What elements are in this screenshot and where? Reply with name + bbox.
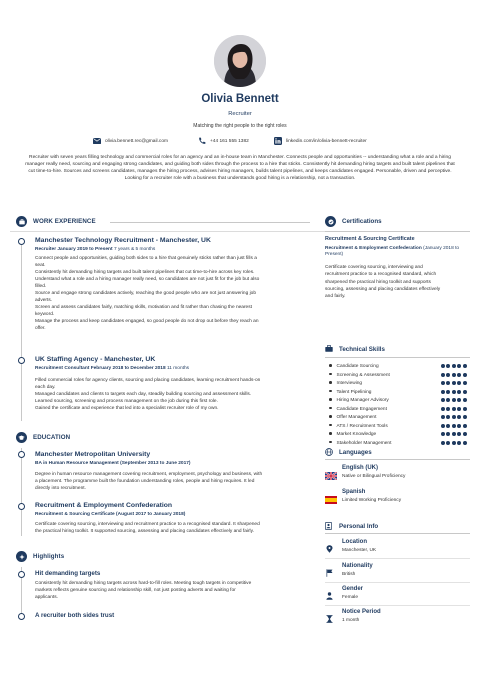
skill-level-dot bbox=[463, 407, 467, 411]
skill-level-dot bbox=[441, 398, 445, 402]
education-subtitle: BA in Human Resource Management (September 2013 to June 2017) bbox=[35, 461, 191, 466]
skill-name: Market Knowledge bbox=[336, 432, 377, 437]
briefcase-icon bbox=[16, 216, 27, 227]
skill-level-dot bbox=[441, 381, 445, 385]
skill-name: Candidate Engagement bbox=[336, 406, 387, 412]
section-rule bbox=[325, 231, 470, 232]
skill-level-dots bbox=[441, 390, 468, 394]
bullet bbox=[329, 415, 332, 418]
personal-label: Notice Period bbox=[342, 609, 381, 615]
skill-row bbox=[325, 398, 467, 403]
profile-summary: Recruiter with seven years filling technology and commercial roles for an agency and an in-house team in Manchester. Connects people and opportunities -- understanding what a role and a hiring manager really need, sourcing and engaging strong candidates, and guiding both sides through the process to a hire that sticks. Consistently hit demanding hiring targets and built talent pipelines that cut time-to-hire. Sources and screens candidates, manages the hiring process, advises hiring managers, builds talent pipelines, and keeps candidates engaged. Personable, driven and perceptive. Looking for a recruiter role with a business that understands good hiring is a relationship, not a transaction. bbox=[25, 155, 455, 182]
skill-level-dot bbox=[441, 364, 445, 368]
skill-level-dot bbox=[452, 441, 456, 445]
skill-level-dots bbox=[441, 407, 468, 411]
personal-value: Manchester, UK bbox=[342, 548, 377, 553]
highlight-description: Consistently hit demanding hiring targets across hard-to-fill roles. Meeting tough targets in competitive markets reflects genuine sourcing and relationship skill, not just posting adverts and waiting for applicants. bbox=[35, 581, 252, 600]
section-title: Languages bbox=[339, 448, 372, 456]
uk-flag-icon bbox=[325, 467, 337, 475]
section-rule bbox=[110, 222, 310, 223]
skill-level-dot bbox=[463, 424, 467, 428]
education-description: Certificate covering sourcing, interviewing and recruitment practice to a recognised standard. It sharpened the practical hiring toolkit. It supported sourcing, assessing and placing candidates effectively and fairly. bbox=[35, 522, 260, 534]
skill-level-dot bbox=[441, 407, 445, 411]
language-level: Limited Working Proficiency bbox=[342, 498, 402, 503]
personal-divider bbox=[325, 582, 470, 583]
timeline-dot bbox=[18, 238, 25, 245]
flag-icon bbox=[326, 564, 334, 572]
timeline-line bbox=[21, 448, 22, 536]
email-icon bbox=[93, 137, 101, 145]
timeline-dot bbox=[18, 357, 25, 364]
skill-row bbox=[325, 407, 467, 412]
skill-level-dot bbox=[446, 441, 450, 445]
section-title: Highlights bbox=[33, 553, 65, 560]
skill-level-dot bbox=[441, 390, 445, 394]
badge-check-icon bbox=[325, 216, 336, 227]
skill-level-dot bbox=[457, 390, 461, 394]
skill-row bbox=[325, 424, 467, 429]
skill-level-dot bbox=[452, 407, 456, 411]
job-subtitle: Recruiter January 2019 to Present 7 years & 5 months bbox=[35, 247, 156, 252]
skill-level-dots bbox=[441, 424, 468, 428]
timeline-dot bbox=[18, 571, 25, 578]
skill-level-dot bbox=[441, 424, 445, 428]
skill-level-dot bbox=[446, 390, 450, 394]
skill-level-dot bbox=[441, 415, 445, 419]
section-personal-info bbox=[325, 522, 378, 530]
skill-level-dot bbox=[463, 364, 467, 368]
skill-row bbox=[325, 415, 467, 420]
skill-level-dot bbox=[463, 398, 467, 402]
phone-icon bbox=[198, 137, 206, 145]
bullet bbox=[329, 407, 332, 410]
personal-label: Gender bbox=[342, 586, 364, 592]
contact-bar bbox=[0, 137, 480, 147]
candidate-tagline: Matching the right people to the right roles bbox=[193, 123, 287, 129]
skill-level-dot bbox=[457, 364, 461, 368]
certificate-title: Recruitment & Sourcing Certificate bbox=[325, 236, 415, 242]
bullet bbox=[329, 432, 332, 435]
skill-name: Screening & Assessment bbox=[336, 372, 390, 378]
star-burst-icon bbox=[16, 551, 27, 562]
person-icon bbox=[326, 587, 334, 595]
skill-level-dot bbox=[452, 424, 456, 428]
skill-level-dots bbox=[441, 381, 468, 385]
section-title: EDUCATION bbox=[33, 434, 71, 441]
skill-level-dot bbox=[463, 432, 467, 436]
skill-level-dot bbox=[452, 381, 456, 385]
skill-row bbox=[325, 432, 467, 437]
skill-name: Talent Pipelining bbox=[336, 389, 372, 395]
personal-divider bbox=[325, 605, 470, 606]
skill-level-dot bbox=[452, 390, 456, 394]
section-technical-skills bbox=[325, 345, 385, 353]
timeline-dot bbox=[18, 451, 25, 458]
skill-level-dot bbox=[452, 432, 456, 436]
section-languages bbox=[325, 448, 372, 456]
education-title: Recruitment & Employment Confederation bbox=[35, 502, 173, 509]
skill-name: Stakeholder Management bbox=[336, 440, 392, 446]
skill-level-dot bbox=[457, 424, 461, 428]
skill-level-dot bbox=[446, 424, 450, 428]
personal-label: Nationality bbox=[342, 563, 373, 569]
skill-level-dot bbox=[441, 441, 445, 445]
skill-level-dot bbox=[452, 415, 456, 419]
skill-level-dot bbox=[452, 364, 456, 368]
skill-row bbox=[325, 364, 467, 369]
skill-level-dot bbox=[463, 390, 467, 394]
highlight-title: Hit demanding targets bbox=[35, 570, 101, 577]
section-title: Certifications bbox=[342, 218, 382, 225]
skill-name: Interviewing bbox=[336, 381, 363, 386]
skill-level-dot bbox=[463, 381, 467, 385]
education-subtitle: Recruitment & Sourcing Certificate (August 2017 to January 2018) bbox=[35, 512, 186, 517]
skill-level-dot bbox=[446, 407, 450, 411]
bullet bbox=[329, 373, 332, 376]
skill-level-dots bbox=[441, 364, 468, 368]
highlight-title: A recruiter both sides trust bbox=[35, 612, 115, 619]
skill-level-dot bbox=[441, 373, 445, 377]
skill-row bbox=[325, 373, 467, 378]
timeline-line bbox=[21, 238, 22, 421]
phone-text: +44 161 555 1382 bbox=[210, 138, 249, 144]
skill-name: Candidate Sourcing bbox=[336, 364, 379, 369]
skill-level-dots bbox=[441, 441, 468, 445]
personal-value: Female bbox=[342, 595, 358, 600]
skill-level-dot bbox=[463, 373, 467, 377]
linkedin-text: linkedin.com/in/olivia-bennett-recruiter bbox=[286, 138, 367, 144]
hourglass-icon bbox=[326, 610, 334, 618]
linkedin-icon bbox=[274, 137, 282, 145]
certificate-description: Certificate covering sourcing, interviewing and recruitment practice to a recognised standard, which sharpened the practical hiring toolkit and supports sourcing, assessing and placing candidates effectively and fairly. bbox=[325, 265, 441, 300]
skill-row bbox=[325, 381, 467, 386]
skill-level-dot bbox=[446, 432, 450, 436]
skill-level-dot bbox=[446, 364, 450, 368]
skill-level-dot bbox=[441, 432, 445, 436]
section-title: WORK EXPERIENCE bbox=[33, 218, 96, 225]
spain-flag-icon bbox=[325, 491, 337, 499]
personal-divider bbox=[325, 558, 470, 559]
bullet bbox=[329, 390, 332, 393]
section-rule bbox=[325, 357, 470, 358]
skill-level-dot bbox=[457, 441, 461, 445]
email-text: olivia.bennett.rec@gmail.com bbox=[105, 138, 168, 144]
id-card-icon bbox=[325, 522, 333, 530]
section-title: Technical Skills bbox=[339, 345, 385, 353]
location-pin-icon bbox=[326, 540, 334, 548]
education-title: Manchester Metropolitan University bbox=[35, 451, 151, 458]
skill-row bbox=[325, 390, 467, 395]
skill-level-dot bbox=[457, 373, 461, 377]
skill-level-dot bbox=[446, 398, 450, 402]
language-name: English (UK) bbox=[342, 465, 378, 471]
contact-email[interactable] bbox=[93, 137, 168, 145]
certificate-issuer: Recruitment & Employment Confederation (January 2018 to Present) bbox=[325, 246, 460, 258]
bullet bbox=[329, 381, 332, 384]
bullet bbox=[329, 424, 332, 427]
skill-level-dots bbox=[441, 373, 468, 377]
job-subtitle: Recruitment Consultant February 2018 to December 2018 11 months bbox=[35, 366, 190, 371]
personal-value: 1 month bbox=[342, 618, 360, 623]
skill-name: Offer Management bbox=[336, 415, 377, 420]
skill-level-dot bbox=[463, 415, 467, 419]
section-highlights bbox=[16, 551, 64, 562]
section-rule bbox=[325, 459, 470, 460]
language-name: Spanish bbox=[342, 489, 366, 495]
timeline-dot bbox=[18, 613, 25, 620]
section-certifications bbox=[325, 216, 382, 227]
skill-level-dot bbox=[446, 373, 450, 377]
job-title: Manchester Technology Recruitment - Manchester, UK bbox=[35, 237, 211, 244]
candidate-name: Olivia Bennett bbox=[201, 93, 279, 105]
skill-row bbox=[325, 441, 467, 446]
section-education bbox=[16, 432, 70, 443]
contact-linkedin[interactable] bbox=[274, 137, 367, 145]
personal-label: Location bbox=[342, 539, 367, 545]
skill-level-dot bbox=[457, 407, 461, 411]
contact-phone[interactable] bbox=[198, 137, 249, 145]
bullet bbox=[329, 398, 332, 401]
job-description: Connect people and opportunities, guiding both sides to a hire that genuinely sticks rather than just fills a seat. Consistently hit demanding hiring targets and built talent pipelines that cut time-to-hire across key roles. Understand what a role and a hiring manager really need, so candidates are not just fit for the job but also filled. Source and engage strong candidates actively, reaching the good people who are not just answering job adverts. Screen and assess candidates fairly, matching skills, motivation and fit rather than chasing the nearest keyword. Manage the process and keep candidates engaged, so good people do not drop out before they reach an offer. bbox=[35, 256, 260, 331]
profile-photo bbox=[214, 35, 266, 87]
language-level: Native or Bilingual Proficiency bbox=[342, 474, 406, 479]
skill-level-dot bbox=[446, 415, 450, 419]
globe-icon bbox=[325, 448, 333, 456]
skill-level-dot bbox=[457, 432, 461, 436]
job-title: UK Staffing Agency - Manchester, UK bbox=[35, 356, 156, 363]
skill-level-dot bbox=[446, 381, 450, 385]
skill-level-dot bbox=[457, 415, 461, 419]
skill-level-dot bbox=[457, 398, 461, 402]
job-description: Filled commercial roles for agency clients, sourcing and placing candidates, learning recruitment hands-on each day. Managed candidates and clients to targets each day, steadily building sourcing and assessment skills. Learned sourcing, screening and process management on the job during this first role. Gained the certificate and experience that led into a specialist recruiter role of my own. bbox=[35, 378, 261, 411]
bullet bbox=[329, 364, 332, 367]
skill-name: Hiring Manager Advisory bbox=[336, 398, 389, 403]
education-description: Degree in human resource management covering recruitment, employment, psychology and business, with a placement. The programme built the foundation understanding roles, people and hiring requires. It led directly into recruitment. bbox=[35, 472, 263, 491]
skill-level-dots bbox=[441, 415, 468, 419]
section-work-experience bbox=[16, 216, 96, 227]
section-title: Personal Info bbox=[339, 522, 379, 530]
section-rule bbox=[325, 533, 470, 534]
personal-value: British bbox=[342, 572, 356, 577]
skill-level-dot bbox=[452, 373, 456, 377]
skill-level-dots bbox=[441, 398, 468, 402]
graduation-cap-icon bbox=[16, 432, 27, 443]
timeline-dot bbox=[18, 503, 25, 510]
skill-level-dots bbox=[441, 432, 468, 436]
candidate-role: Recruiter bbox=[228, 111, 252, 117]
toolbox-icon bbox=[325, 345, 333, 353]
skill-name: ATS / Recruitment Tools bbox=[336, 423, 388, 429]
skill-level-dot bbox=[463, 441, 467, 445]
bullet bbox=[329, 441, 332, 444]
skill-level-dot bbox=[457, 381, 461, 385]
skill-level-dot bbox=[452, 398, 456, 402]
